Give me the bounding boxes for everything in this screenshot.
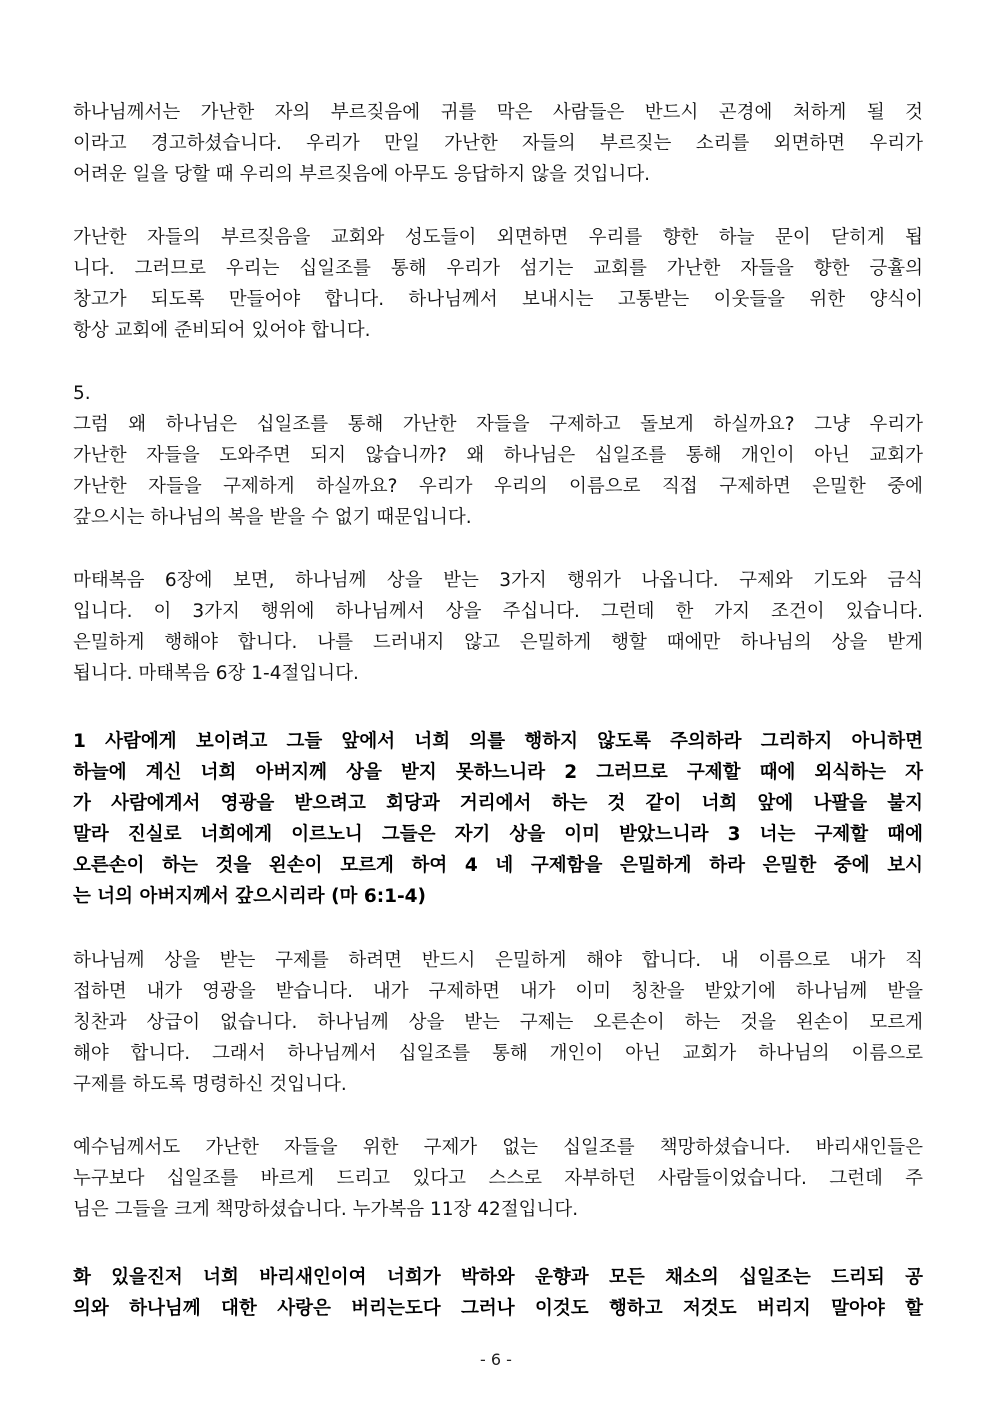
paragraph-4 [73, 565, 923, 689]
text-line: 오른손이 하는 것을 왼손이 모르게 하여 4 네 구제함을 은밀하게 하라 은밀한 중에 보시 [73, 855, 923, 876]
text-line: 가난한 자들을 도와주면 되지 않습니까? 왜 하나님은 십일조를 통해 개인이 아닌 교회가 [73, 445, 923, 466]
text-line: 입니다. 이 3가지 행위에 하나님께서 상을 주십니다. 그런데 한 가지 조건이 있습니다. [73, 601, 923, 622]
text-line: 예수님께서도 가난한 자들을 위한 구제가 없는 십일조를 책망하셨습니다. 바리새인들은 [73, 1137, 923, 1158]
text-line: 말라 진실로 너희에게 이르노니 그들은 자기 상을 이미 받았느니라 3 너는 구제할 때에 [73, 824, 923, 845]
paragraph-7 [73, 1132, 923, 1225]
text-line: 은밀하게 행해야 합니다. 나를 드러내지 않고 은밀하게 행할 때에만 하나님의 상을 받게 [73, 632, 923, 653]
scripture-quote-luke [73, 1262, 923, 1324]
text-line: 접하면 내가 영광을 받습니다. 내가 구제하면 내가 이미 칭찬을 받았기에 하나님께 받을 [73, 981, 923, 1002]
text-line: 는 너의 아버지께서 갚으시리라 (마 6:1-4) [73, 886, 427, 907]
text-line: 어려운 일을 당할 때 우리의 부르짖음에 아무도 응답하지 않을 것입니다. [73, 164, 651, 185]
section-number: 5. [73, 383, 91, 404]
text-line: 됩니다. 마태복음 6장 1-4절입니다. [73, 663, 359, 684]
text-line: 하나님께서는 가난한 자의 부르짖음에 귀를 막은 사람들은 반드시 곤경에 처하게 될 것 [73, 102, 923, 123]
paragraph-6 [73, 945, 923, 1100]
text-line: 구제를 하도록 명령하신 것입니다. [73, 1074, 347, 1095]
text-line: 가난한 자들의 부르짖음을 교회와 성도들이 외면하면 우리를 향한 하늘 문이 닫히게 됩 [73, 227, 923, 248]
paragraph-2 [73, 222, 923, 346]
text-line: 칭찬과 상급이 없습니다. 하나님께 상을 받는 구제는 오른손이 하는 것을 왼손이 모르게 [73, 1012, 923, 1033]
text-line: 하나님께 상을 받는 구제를 하려면 반드시 은밀하게 해야 합니다. 내 이름으로 내가 직 [73, 950, 923, 971]
scripture-quote-matthew [73, 726, 923, 912]
text-line: 니다. 그러므로 우리는 십일조를 통해 우리가 섬기는 교회를 가난한 자들을 향한 긍휼의 [73, 258, 923, 279]
text-line: 갚으시는 하나님의 복을 받을 수 없기 때문입니다. [73, 507, 472, 528]
text-line: 의와 하나님께 대한 사랑은 버리는도다 그러나 이것도 행하고 저것도 버리지 말아야 할 [73, 1298, 923, 1319]
text-line: 화 있을진저 너희 바리새인이여 너희가 박하와 운향과 모든 채소의 십일조는 드리되 공 [73, 1267, 923, 1288]
text-line: 마태복음 6장에 보면, 하나님께 상을 받는 3가지 행위가 나옵니다. 구제와 기도와 금식 [73, 570, 923, 591]
text-line: 하늘에 계신 너희 아버지께 상을 받지 못하느니라 2 그러므로 구제할 때에 외식하는 자 [73, 762, 923, 783]
text-line: 항상 교회에 준비되어 있어야 합니다. [73, 320, 371, 341]
text-line: 이라고 경고하셨습니다. 우리가 만일 가난한 자들의 부르짖는 소리를 외면하면 우리가 [73, 133, 923, 154]
paragraph-1 [73, 97, 923, 190]
text-line: 그럼 왜 하나님은 십일조를 통해 가난한 자들을 구제하고 돌보게 하실까요? 그냥 우리가 [73, 414, 923, 435]
text-line: 해야 합니다. 그래서 하나님께서 십일조를 통해 개인이 아닌 교회가 하나님의 이름으로 [73, 1043, 923, 1064]
text-line: 가난한 자들을 구제하게 하실까요? 우리가 우리의 이름으로 직접 구제하면 은밀한 중에 [73, 476, 923, 497]
text-line: 창고가 되도록 만들어야 합니다. 하나님께서 보내시는 고통받는 이웃들을 위한 양식이 [73, 289, 923, 310]
text-line: 누구보다 십일조를 바르게 드리고 있다고 스스로 자부하던 사람들이었습니다. 그런데 주 [73, 1168, 923, 1189]
text-line: 가 사람에게서 영광을 받으려고 회당과 거리에서 하는 것 같이 너희 앞에 나팔을 불지 [73, 793, 923, 814]
text-line: 님은 그들을 크게 책망하셨습니다. 누가복음 11장 42절입니다. [73, 1199, 579, 1220]
text-line: 1 사람에게 보이려고 그들 앞에서 너희 의를 행하지 않도록 주의하라 그리하지 아니하면 [73, 731, 923, 752]
paragraph-3 [73, 378, 923, 533]
page-number: - 6 - [480, 1350, 512, 1369]
